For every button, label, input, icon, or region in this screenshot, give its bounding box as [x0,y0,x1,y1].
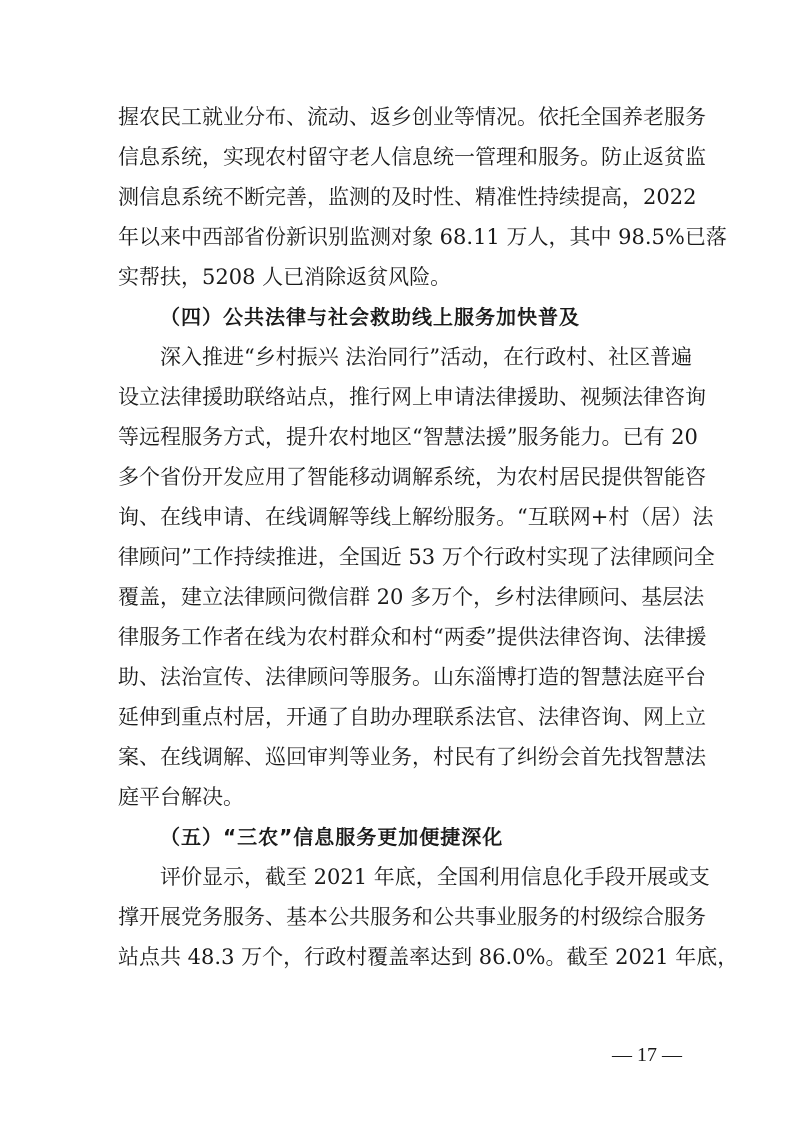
section-heading-5: （五）“三农”信息服务更加便捷深化 [160,825,504,849]
body-text-line: 测信息系统不断完善，监测的及时性、精准性持续提高，2022 [118,185,697,209]
body-text-line: 设立法律援助联络站点，推行网上申请法律援助、视频法律咨询 [118,385,706,409]
body-text-line: 案、在线调解、巡回审判等业务，村民有了纠纷会首先找智慧法 [118,745,706,769]
body-text-line: 多个省份开发应用了智能移动调解系统，为农村居民提供智能咨 [118,465,706,489]
body-text-line: 评价显示，截至 2021 年底，全国利用信息化手段开展或支 [160,865,710,889]
body-text-line: 站点共 48.3 万个，行政村覆盖率达到 86.0%。截至 2021 年底， [118,945,739,969]
body-text-line: 年以来中西部省份新识别监测对象 68.11 万人，其中 98.5%已落 [118,225,727,249]
body-text-line: 实帮扶，5208 人已消除返贫风险。 [118,265,452,289]
body-text-line: 握农民工就业分布、流动、返乡创业等情况。依托全国养老服务 [118,105,706,129]
body-text-line: 律顾问”工作持续推进，全国近 53 万个行政村实现了法律顾问全 [118,545,715,569]
body-text-line: 撑开展党务服务、基本公共服务和公共事业服务的村级综合服务 [118,905,706,929]
body-text-line: 深入推进“乡村振兴 法治同行”活动，在行政村、社区普遍 [160,345,693,369]
body-text-line: 覆盖，建立法律顾问微信群 20 多万个，乡村法律顾问、基层法 [118,585,705,609]
body-text-line: 等远程服务方式，提升农村地区“智慧法援”服务能力。已有 20 [118,425,698,449]
section-heading-4: （四）公共法律与社会救助线上服务加快普及 [160,305,580,329]
body-text-line: 庭平台解决。 [118,785,244,809]
body-text-line: 助、法治宣传、法律顾问等服务。山东淄博打造的智慧法庭平台 [118,665,706,689]
body-text-line: 延伸到重点村居，开通了自助办理联系法官、法律咨询、网上立 [118,705,706,729]
body-text-line: 信息系统，实现农村留守老人信息统一管理和服务。防止返贫监 [118,145,706,169]
page-number: — 17 — [612,1044,682,1066]
body-text-line: 询、在线申请、在线调解等线上解纷服务。“互联网+村（居）法 [118,505,714,529]
body-text-line: 律服务工作者在线为农村群众和村“两委”提供法律咨询、法律援 [118,625,707,649]
